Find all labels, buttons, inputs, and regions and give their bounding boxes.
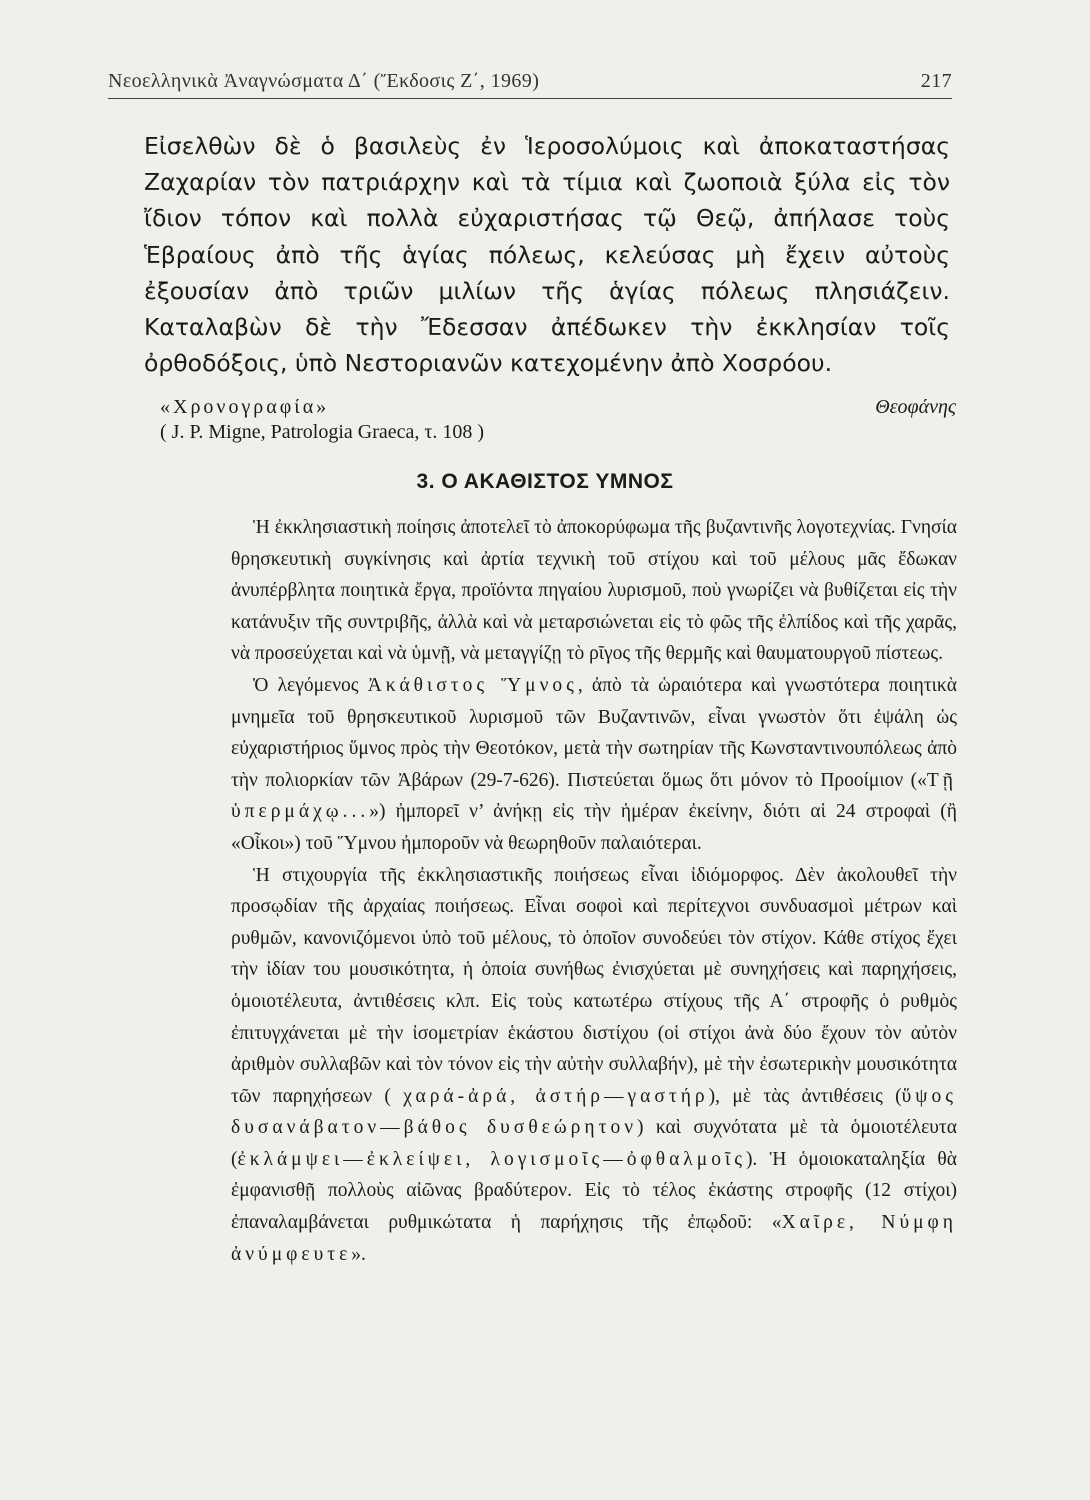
spaced-term: Ἀκάθιστος Ὕμνος bbox=[367, 674, 578, 696]
page-number: 217 bbox=[920, 70, 952, 92]
text-run: Ὁ λεγόμενος bbox=[253, 674, 368, 696]
spaced-term: ἐκλάμψει—ἐκλείψει, λογισμοῖς—ὀφθαλμοῖς bbox=[237, 1148, 746, 1170]
text-run: , ἀπὸ τὰ ὡραιότερα καὶ γνωστότερα ποιητικὰ μνημεῖα τοῦ θρησκευτικοῦ λυρισμοῦ τῶν Βυζαντινῶν, εἶναι γνωστὸν ὅτι ἐψάλη ὡς εὐχαριστήριος ὕμνος πρὸς τὴν Θεοτόκον, μετὰ τὴν σωτηρίαν τῆς Κωνσταντινουπόλεως ἀπὸ τὴν πολιορκίαν τῶν Ἀβάρων (29-7-626). Πιστεύεται ὅμως ὅτι μόνον τὸ Προοίμιον (« bbox=[231, 674, 957, 791]
text-run: ). Ἡ ὁμοιοκαταληξία θὰ ἐμφανισθῇ πολλοὺς αἰῶνας βραδύτερον. Εἰς τὸ τέλος ἑκάστης στροφῆς (12 στίχοι) ἐπαναλαμβάνεται ρυθμικώτατα ἡ παρήχησις τῆς ἐπῳδοῦ: « bbox=[231, 1148, 957, 1234]
passage-attribution bbox=[160, 394, 956, 420]
running-title: Νεοελληνικὰ Ἀναγνώσματα Δ΄ (Ἔκδοσις Ζ΄, 1969) bbox=[108, 70, 540, 92]
author-name: Θεοφάνης bbox=[875, 396, 956, 418]
spaced-term: χαρά-ἀρά, ἀστήρ—γαστήρ bbox=[403, 1085, 709, 1107]
text-run: ». bbox=[351, 1243, 366, 1265]
quoted-passage: Εἰσελθὼν δὲ ὁ βασιλεὺς ἐν Ἱεροσολύμοις καὶ ἀποκαταστήσας Ζαχαρίαν τὸν πατριάρχην καὶ τὰ τίμια καὶ ζωοποιὰ ξύλα εἰς τὸν ἴδιον τόπον καὶ πολλὰ εὐχαριστήσας τῷ Θεῷ, ἀπήλασε τοὺς Ἑβραίους ἀπὸ τῆς ἁγίας πόλεως, κελεύσας μὴ ἔχειν αὐτοὺς ἐξουσίαν ἀπὸ τριῶν μιλίων τῆς ἁγίας πόλεως πλησιάζειν. Καταλαβὼν δὲ τὴν Ἔδεσσαν ἀπέδωκεν τὴν ἐκκλησίαν τοῖς ὀρθοδόξοις, ὑπὸ Νεστοριανῶν κατεχομένην ἀπὸ Χοσρόου. bbox=[144, 132, 950, 378]
section-body bbox=[231, 512, 957, 1270]
spaced-term: ὕψος δυσανάβατον—βάθος δυσθεώρητον bbox=[231, 1085, 957, 1139]
spaced-term: Χαῖρε, Νύμφη ἀνύμφευτε bbox=[231, 1212, 958, 1265]
spaced-term: Τῇ ὑπερμάχῳ... bbox=[231, 769, 957, 823]
header-rule bbox=[108, 98, 952, 99]
text-run: Ἡ στιχουργία τῆς ἐκκλησιαστικῆς ποιήσεως εἶναι ἰδιόμορφος. Δὲν ἀκολουθεῖ τὴν προσῳδίαν τῆς ἀρχαίας ποιήσεως. Εἶναι σοφοὶ καὶ περίτεχνοι συνδυασμοὶ μέτρων καὶ ρυθμῶν, κανονιζόμενοι ὑπὸ τοῦ μέλους, τὸ ὁποῖον συνοδεύει τὸν στίχον. Κάθε στίχος ἔχει τὴν ἰδίαν του μουσικότητα, ἡ ὁποία συνήθως ἐνισχύεται μὲ συνηχήσεις καὶ παρηχήσεις, ὁμοιοτέλευτα, ἀντιθέσεις κλπ. Εἰς τοὺς κατωτέρω στίχους τῆς Α΄ στροφῆς ὁ ρυθμὸς ἐπιτυγχάνεται μὲ τὴν ἰσομετρίαν ἑκάστου διστίχου (οἱ στίχοι ἀνὰ δύο ἔχουν τὸν αὐτὸν ἀριθμὸν συλλαβῶν καὶ τὸν τόνον εἰς τὴν αὐτὴν συλλαβήν), μὲ τὴν ἐσωτερικὴν μουσικότητα τῶν παρηχήσεων ( bbox=[231, 864, 957, 1107]
text-run: ), μὲ τὰς ἀντιθέσεις ( bbox=[708, 1085, 902, 1107]
running-header bbox=[108, 70, 952, 93]
paragraph-2 bbox=[231, 670, 957, 860]
source-citation: ( J. P. Migne, Patrologia Graeca, τ. 108 ) bbox=[160, 421, 485, 443]
text-run: ) καὶ συχνότατα μὲ τὰ ὁμοιοτέλευτα ( bbox=[231, 1117, 957, 1170]
paragraph-3 bbox=[231, 860, 957, 1271]
work-title: «Χρονογραφία» bbox=[160, 396, 330, 418]
paragraph-1: Ἡ ἐκκλησιαστικὴ ποίησις ἀποτελεῖ τὸ ἀποκορύφωμα τῆς βυζαντινῆς λογοτεχνίας. Γνησία θρησκευτικὴ συγκίνησις καὶ ἀρτία τεχνικὴ τοῦ στίχου καὶ τοῦ μέλους μᾶς ἔδωκαν ἀνυπέρβλητα ποιητικὰ ἔργα, προϊόντα πηγαίου λυρισμοῦ, ποὺ γνωρίζει νὰ βυθίζεται εἰς τὴν κατάνυξιν τῆς συντριβῆς, ἀλλὰ καὶ νὰ μεταρσιώνεται εἰς τὸ φῶς τῆς ἐλπίδος καὶ τῆς χαρᾶς, νὰ προσεύχεται καὶ νὰ ὑμνῇ, νὰ μεταγγίζῃ τὸ ρῖγος τῆς θερμῆς καὶ θαυματουργοῦ πίστεως. bbox=[231, 517, 957, 665]
text-run: ») ἠμπορεῖ ν’ ἀνήκῃ εἰς τὴν ἡμέραν ἐκείνην, διότι αἱ 24 στροφαὶ (ἢ «Οἶκοι») τοῦ Ὕμνου ἠμποροῦν νὰ θεωρηθοῦν παλαιότεραι. bbox=[231, 801, 957, 854]
section-heading: 3. Ο ΑΚΑΘΙΣΤΟΣ ΥΜΝΟΣ bbox=[416, 470, 674, 493]
